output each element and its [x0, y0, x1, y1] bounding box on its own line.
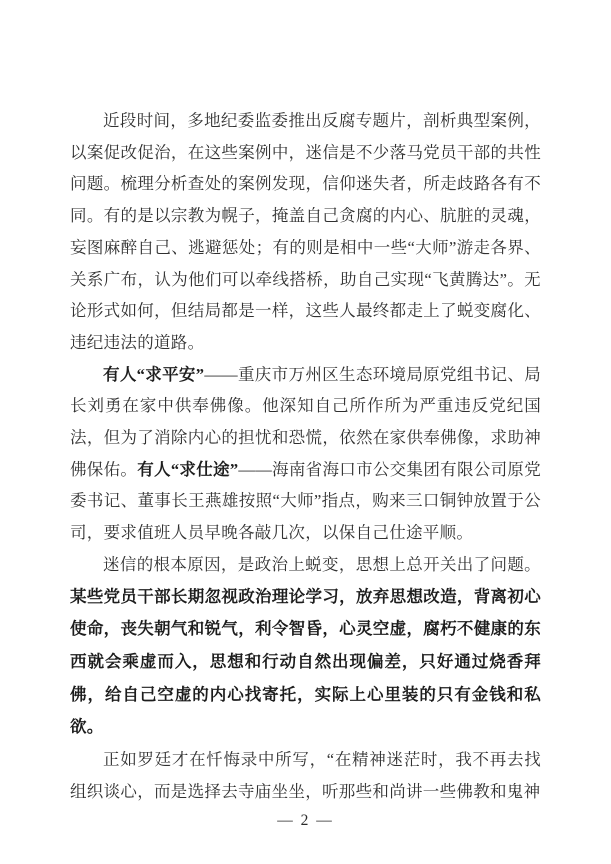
case-chongqing-text: ——重庆市万州区生态环境局原党组书记、局长刘勇在家中供奉佛像。他深知自己所作所为严重违反党纪国法，但为了消除内心的担忧和恐慌，依然在家供奉佛像，求助神佛保佑。	[70, 364, 541, 479]
root-cause-lead-text: 迷信的根本原因，是政治上蜕变，思想上总开关出了问题。	[103, 554, 541, 574]
emphasis-seek-career: 有人“求仕途”	[137, 459, 239, 479]
paragraph-intro	[70, 105, 541, 359]
confession-text: 正如罗廷才在忏悔录中所写，“在精神迷茫时，我不再去找组织谈心，而是选择去寺庙坐坐，听那些和尚讲一些佛教和鬼神	[70, 750, 541, 801]
paragraph-cases	[70, 359, 541, 549]
paragraph-confession	[70, 744, 541, 807]
emphasis-seek-peace: 有人“求平安”	[103, 364, 205, 384]
paragraph-intro-text: 近段时间，多地纪委监委推出反腐专题片，剖析典型案例，以案促改促治，在这些案例中，迷信是不少落马党员干部的共性问题。梳理分析查处的案例发现，信仰迷失者，所走歧路各有不同。有的是以宗教为幌子，掩盖自己贪腐的内心、肮脏的灵魂，妄图麻醉自己、逃避惩处；有的则是相中一些“大师”游走各界、关系广布，认为他们可以牵线搭桥，助自己实现“飞黄腾达”。无论形式如何，但结局都是一样，这些人最终都走上了蜕变腐化、违纪违法的道路。	[70, 111, 541, 352]
page-number: — 2 —	[277, 812, 334, 829]
case-hainan-text: ——海南省海口市公交集团有限公司原党委书记、董事长王燕雄按照“大师”指点，购来三口铜钟放置于公司，要求值班人员早晚各敲几次，以保自己仕途平顺。	[70, 459, 541, 543]
root-cause-emphasis-text: 某些党员干部长期忽视政治理论学习，放弃思想改造，背离初心使命，丧失朝气和锐气，利令智昏，心灵空虚，腐朽不健康的东西就会乘虚而入，思想和行动自然出现偏差，只好通过烧香拜佛，给自己空虚的内心找寄托，实际上心里装的只有金钱和私欲。	[70, 587, 541, 737]
paragraph-root-cause	[70, 549, 541, 744]
document-body	[70, 105, 541, 807]
